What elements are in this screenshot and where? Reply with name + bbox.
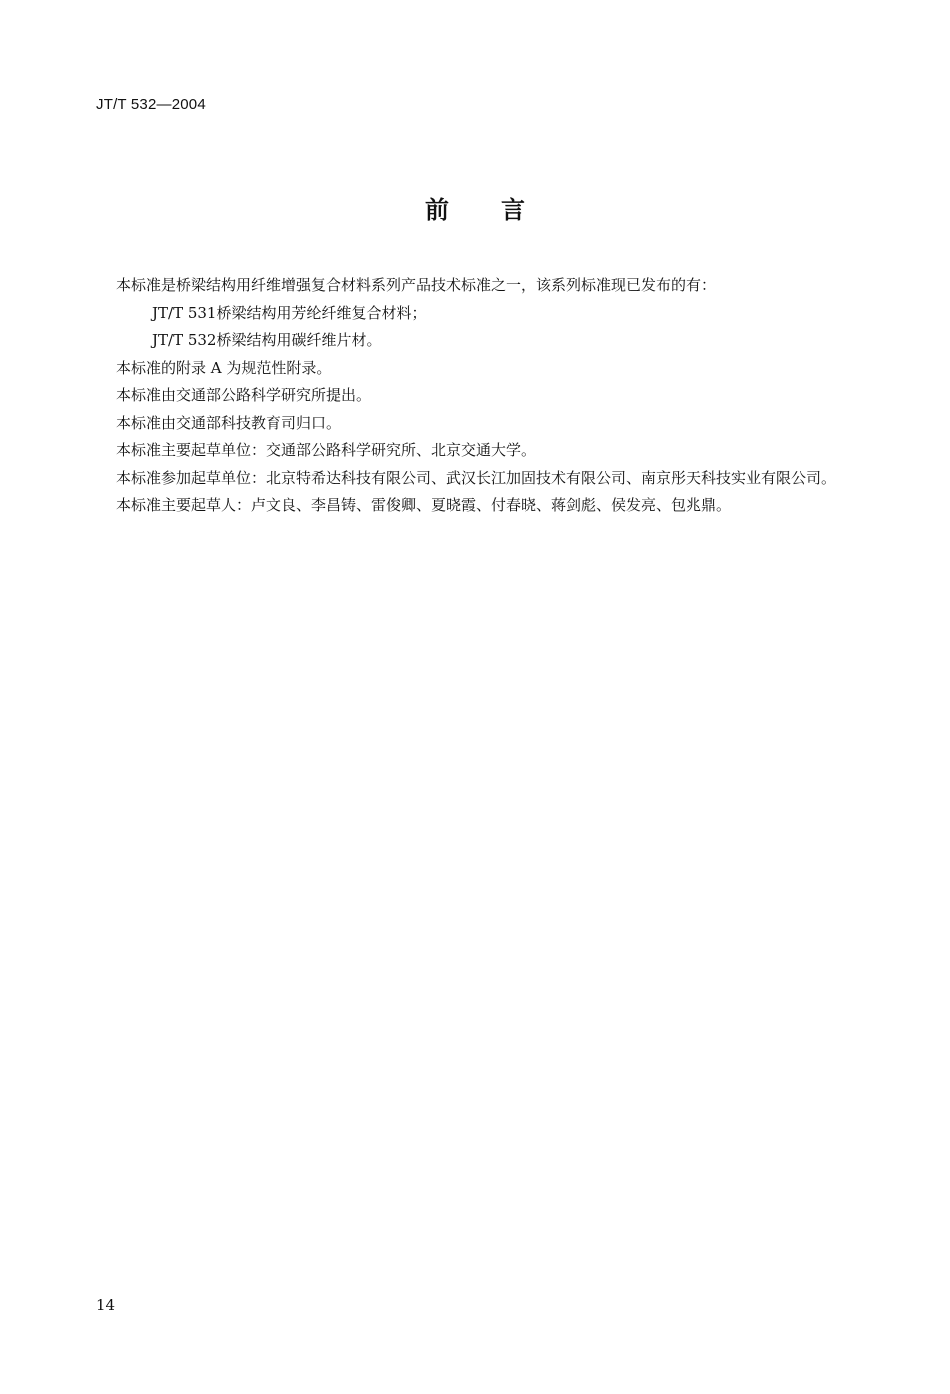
standard-ref-531: JT/T 531: [152, 303, 217, 322]
paragraph-intro: 本标准是桥梁结构用纤维增强复合材料系列产品技术标准之一，该系列标准现已发布的有：: [116, 276, 717, 294]
standard-title-531: 桥梁结构用芳纶纤维复合材料；: [216, 303, 427, 322]
standard-code-header: JT/T 532—2004: [96, 96, 206, 113]
page-number: 14: [96, 1296, 116, 1314]
paragraph-standard-531: [80, 300, 870, 328]
standard-title-532: 桥梁结构用碳纤维片材。: [216, 331, 382, 349]
paragraph-main-drafters: 本标准主要起草人：卢文良、李昌铸、雷俊卿、夏晓霞、付春晓、蒋剑彪、侯发亮、包兆鼎。: [116, 496, 732, 514]
page-title: 前言: [425, 196, 577, 224]
paragraph-appendix: 本标准的附录 A 为规范性附录。: [116, 358, 332, 377]
paragraph-participating-units: 本标准参加起草单位：北京特希达科技有限公司、武汉长江加固技术有限公司、南京彤天科技实业有限公司。: [116, 468, 837, 487]
standard-ref-532: JT/T 532: [152, 331, 217, 349]
foreword-body: [80, 272, 870, 520]
paragraph-main-drafting-units: 本标准主要起草单位：交通部公路科学研究所、北京交通大学。: [116, 441, 537, 459]
paragraph-administered-by: 本标准由交通部科技教育司归口。: [116, 413, 342, 432]
paragraph-standard-532: [80, 327, 870, 355]
paragraph-proposed-by: 本标准由交通部公路科学研究所提出。: [116, 386, 372, 404]
